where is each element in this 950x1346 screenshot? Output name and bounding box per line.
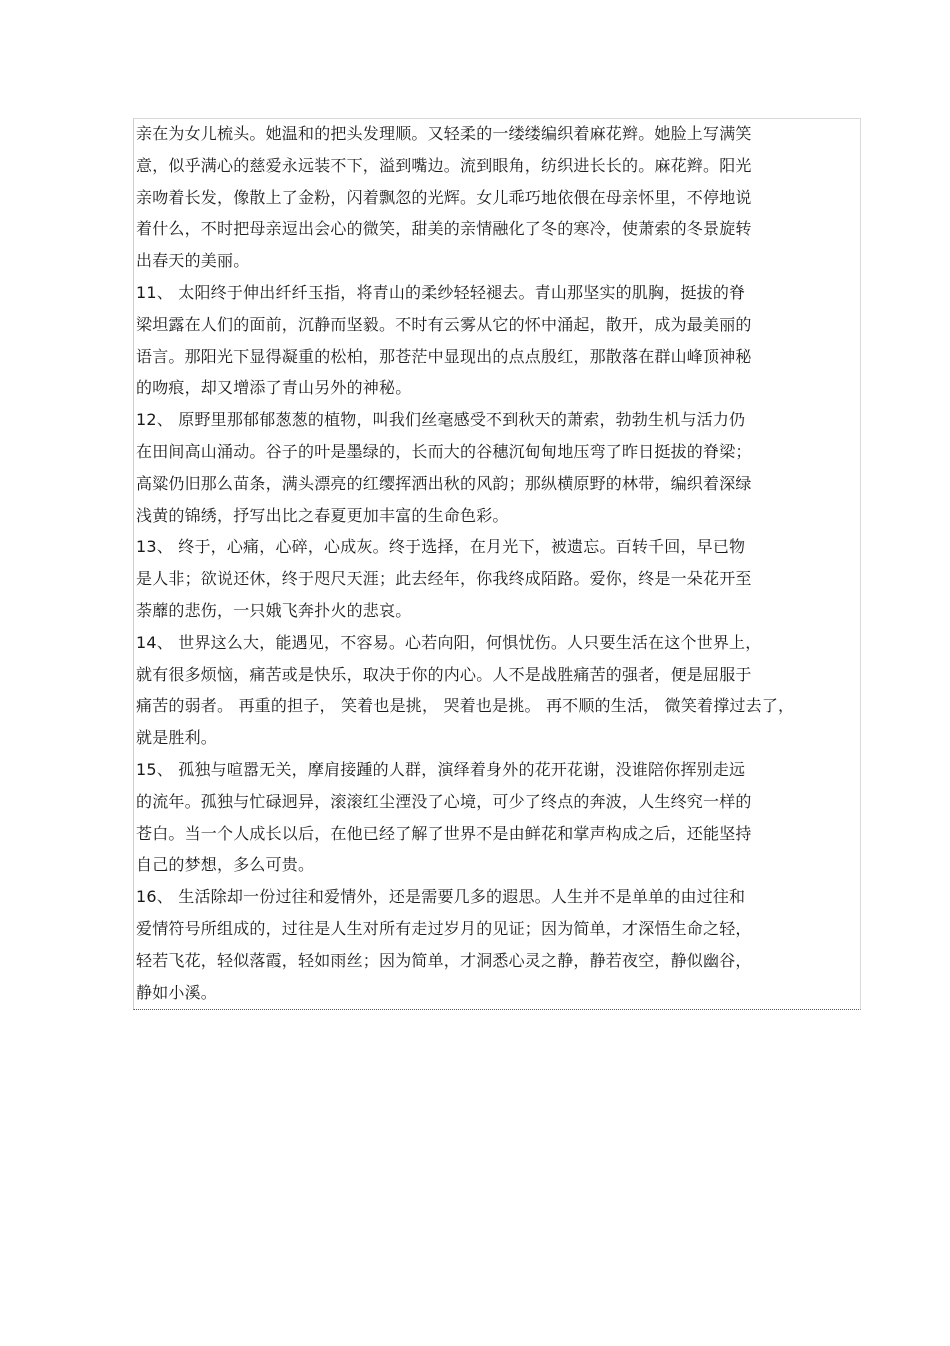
text-line: 浅黄的锦绣，抒写出比之春夏更加丰富的生命色彩。 [136, 505, 509, 525]
text-line: 是人非；欲说还休，终于咫尺天涯；此去经年，你我终成陌路。爱你，终是一朵花开至 [136, 569, 752, 589]
text-line: 就有很多烦恼，痛苦或是快乐，取决于你的内心。人不是战胜痛苦的强者，便是屈服于 [136, 664, 752, 684]
text-line: 爱情符号所组成的，过往是人生对所有走过岁月的见证；因为简单，才深悟生命之轻， [136, 918, 752, 938]
text-line: 意，似乎满心的慈爱永远装不下，溢到嘴边。流到眼角，纺织进长长的。麻花辫。阳光 [136, 155, 752, 175]
text-line: 着什么，不时把母亲逗出会心的微笑，甜美的亲情融化了冬的寒冷，使萧索的冬景旋转 [136, 219, 752, 239]
text-line: 在田间高山涌动。谷子的叶是墨绿的，长而大的谷穗沉甸甸地压弯了昨日挺拔的脊梁； [136, 441, 752, 461]
text-line: 静如小溪。 [136, 982, 218, 1002]
text-line: 的流年。孤独与忙碌迥异，滚滚红尘湮没了心境，可少了终点的奔波，人生终究一样的 [136, 791, 752, 811]
text-line: 的吻痕，却又增添了青山另外的神秘。 [136, 378, 412, 398]
body-text [136, 118, 861, 1008]
text-line: 出春天的美丽。 [136, 251, 250, 271]
text-line: 16、 生活除却一份过往和爱情外，还是需要几多的遐思。人生并不是单单的由过往和 [136, 887, 746, 907]
text-line: 轻若飞花，轻似落霞，轻如雨丝；因为简单，才洞悉心灵之静，静若夜空，静似幽谷， [136, 950, 752, 970]
text-line: 11、 太阳终于伸出纤纤玉指，将青山的柔纱轻轻褪去。青山那坚实的肌胸，挺拔的脊 [136, 282, 746, 302]
text-line: 荼蘼的悲伤，一只娥飞奔扑火的悲哀。 [136, 600, 412, 620]
text-line: 亲吻着长发，像散上了金粉，闪着飘忽的光辉。女儿乖巧地依偎在母亲怀里，不停地说 [136, 187, 752, 207]
text-line: 梁坦露在人们的面前，沉静而坚毅。不时有云雾从它的怀中涌起，散开，成为最美丽的 [136, 314, 752, 334]
text-line: 15、 孤独与喧嚣无关，摩肩接踵的人群，演绎着身外的花开花谢，没谁陪你挥别走远 [136, 759, 746, 779]
text-line: 就是胜利。 [136, 728, 218, 748]
text-line: 苍白。当一个人成长以后，在他已经了解了世界不是由鲜花和掌声构成之后，还能坚持 [136, 823, 752, 843]
text-line: 亲在为女儿梳头。她温和的把头发理顺。又轻柔的一缕缕编织着麻花辫。她脸上写满笑 [136, 124, 752, 143]
text-line: 自己的梦想，多么可贵。 [136, 855, 315, 875]
text-line: 高粱仍旧那么苗条，满头漂亮的红缨挥洒出秋的风韵；那纵横原野的林带，编织着深绿 [136, 473, 752, 493]
text-line: 语言。那阳光下显得凝重的松柏，那苍茫中显现出的点点殷红，那散落在群山峰顶神秘 [136, 346, 752, 366]
text-line: 痛苦的弱者。 再重的担子， 笑着也是挑， 哭着也是挑。 再不顺的生活， 微笑着撑过去了， [136, 696, 795, 716]
text-line: 14、 世界这么大，能遇见，不容易。心若向阳，何惧忧伤。人只要生活在这个世界上， [136, 632, 762, 652]
text-line: 13、 终于，心痛，心碎，心成灰。终于选择，在月光下，被遗忘。百转千回，早已物 [136, 537, 746, 557]
text-line: 12、 原野里那郁郁葱葱的植物，叫我们丝毫感受不到秋天的萧索，勃勃生机与活力仍 [136, 410, 746, 430]
